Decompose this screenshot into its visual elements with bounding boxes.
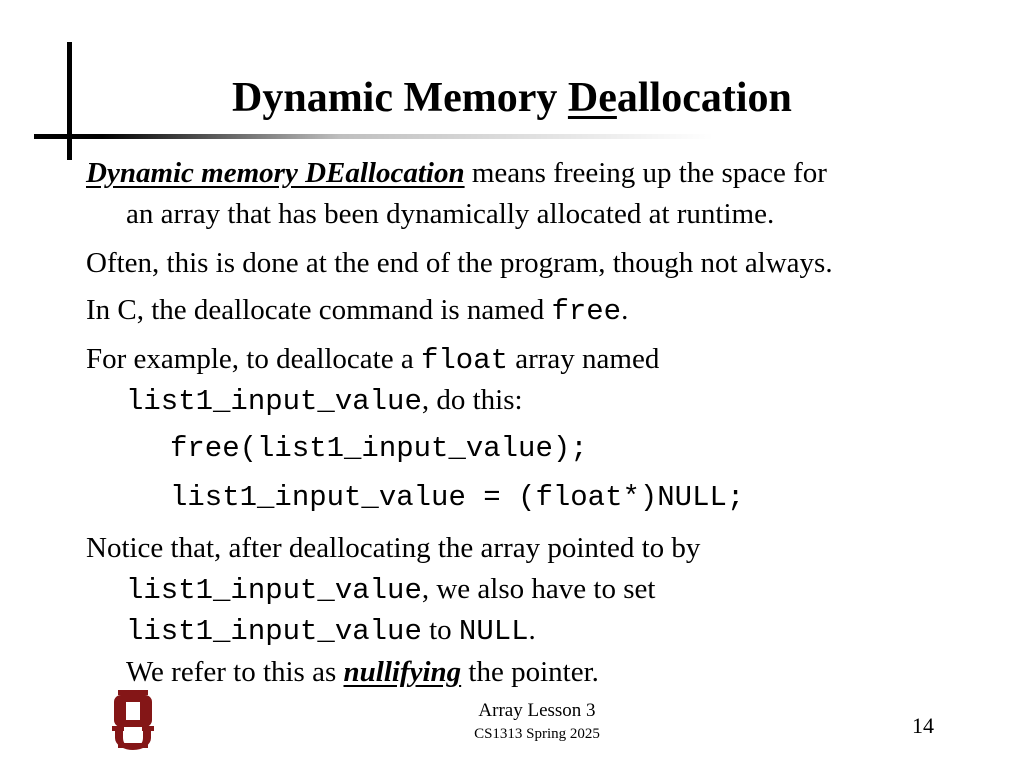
code-null-assignment: list1_input_value = (float*)NULL;: [170, 481, 745, 514]
code-free: free: [551, 295, 622, 328]
paragraph-example-line2: [126, 380, 523, 422]
paragraph-notice-line2: [126, 569, 655, 611]
notice-text-3: to: [421, 614, 459, 646]
example-text: For example, to deallocate a: [86, 343, 421, 375]
paragraph-definition-line2: [126, 194, 774, 234]
notice-text: Notice that, after deallocating the array pointed to by: [86, 532, 701, 564]
paragraph-free-command: [86, 290, 628, 332]
footer-course: CS1313 Spring 2025: [474, 726, 600, 742]
paragraph-often: [86, 243, 833, 283]
paragraph-notice-line3: [126, 610, 536, 652]
page-number: 14: [912, 713, 934, 738]
paragraph-example-line1: [86, 339, 659, 381]
title-part-2: allocation: [616, 75, 792, 121]
paragraph-definition-line1: [86, 153, 827, 193]
code-list1-input-value: list1_input_value: [126, 385, 422, 418]
often-text: Often, this is done at the end of the program, though not always.: [86, 247, 833, 279]
code-line-null: [170, 478, 744, 518]
code-float: float: [420, 344, 508, 377]
term-nullifying: nullifying: [343, 656, 462, 688]
nullifying-end: the pointer.: [461, 656, 599, 688]
paragraph-notice-line4: [126, 652, 599, 692]
paragraph-notice-line1: [86, 528, 700, 568]
decorative-vertical-bar: [67, 42, 72, 160]
code-free-call: free(list1_input_value);: [170, 432, 588, 465]
title-underlined-part: De: [567, 75, 617, 121]
example-text-3: , do this:: [421, 384, 523, 416]
notice-text-2: , we also have to set: [421, 573, 656, 605]
slide-title: [232, 74, 792, 122]
code-list1-input-value: list1_input_value: [126, 574, 422, 607]
term-deallocation: Dynamic memory DEallocation: [86, 157, 465, 189]
example-text-2: array named: [508, 343, 660, 375]
free-command-end: .: [621, 294, 629, 326]
definition-text-line2: an array that has been dynamically allocated at runtime.: [126, 198, 775, 230]
title-part-1: Dynamic Memory: [232, 75, 568, 121]
definition-text: means freeing up the space for: [464, 157, 827, 189]
footer-lesson-title: Array Lesson 3: [478, 700, 596, 721]
nullifying-text: We refer to this as: [126, 656, 344, 688]
decorative-horizontal-bar: [34, 134, 714, 139]
notice-end: .: [528, 614, 536, 646]
free-command-text: In C, the deallocate command is named: [86, 294, 552, 326]
code-null: NULL: [458, 615, 529, 648]
code-line-free: [170, 429, 588, 469]
code-list1-input-value: list1_input_value: [126, 615, 422, 648]
